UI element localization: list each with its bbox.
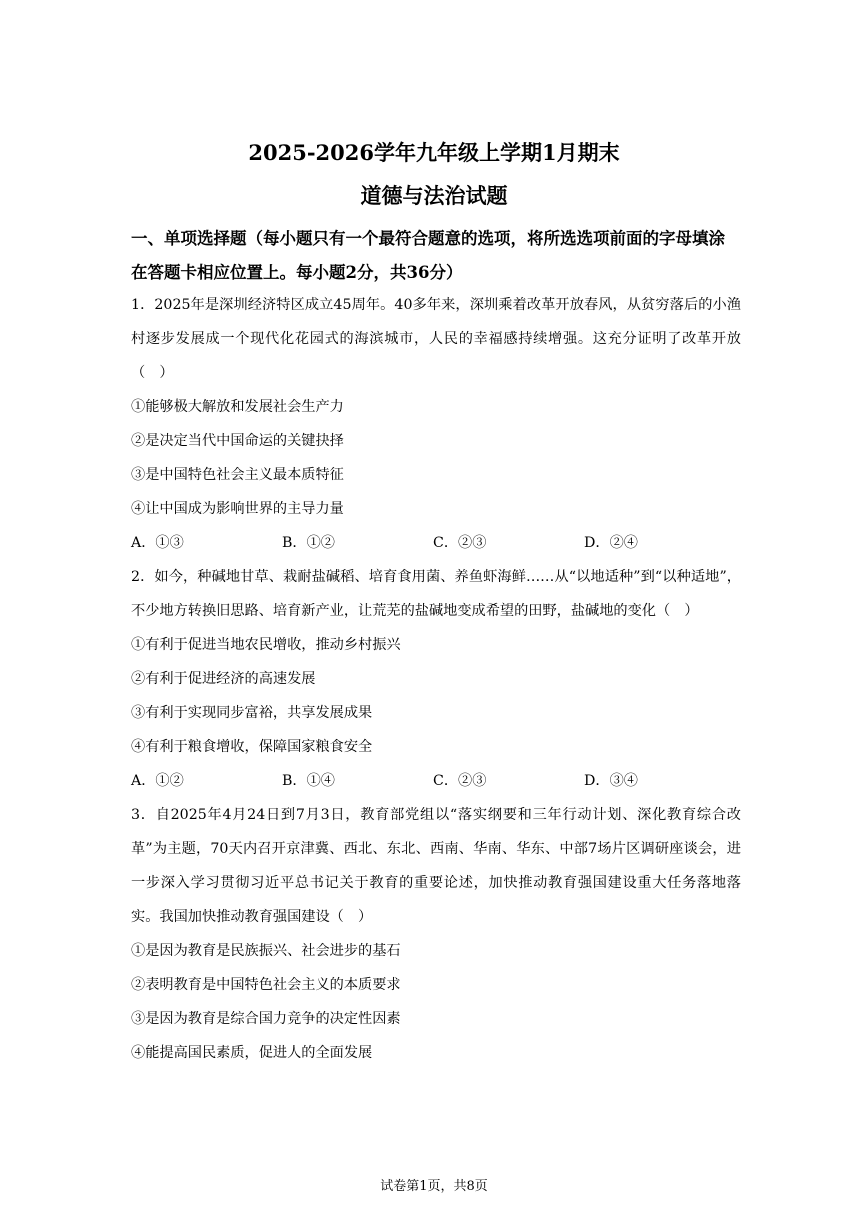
answer-choices bbox=[131, 526, 741, 560]
statement-option: ④有利于粮食增收，保障国家粮食安全 bbox=[131, 739, 373, 755]
choice-a: A．①② bbox=[131, 773, 184, 789]
statement-option: ④让中国成为影响世界的主导力量 bbox=[131, 501, 344, 517]
question-stem: 1．2025年是深圳经济特区成立45周年。40多年来，深圳乘着改革开放春风，从贫穷落后的小渔村逐步发展成一个现代化花园式的海滨城市，人民的幸福感持续增强。这充分证明了改革开放（ ） bbox=[131, 297, 741, 381]
statement-option: ③有利于实现同步富裕，共享发展成果 bbox=[131, 705, 373, 721]
statement-option: ③是中国特色社会主义最本质特征 bbox=[131, 467, 344, 483]
statement-option: ④能提高国民素质，促进人的全面发展 bbox=[131, 1045, 373, 1061]
statement-option: ②有利于促进经济的高速发展 bbox=[131, 671, 316, 687]
statement-option: ②是决定当代中国命运的关键抉择 bbox=[131, 433, 344, 449]
choice-b: B．①④ bbox=[282, 773, 335, 789]
section-heading: 一、单项选择题（每小题只有一个最符合题意的选项，将所选选项前面的字母填涂在答题卡相应位置上。每小题2分，共36分） bbox=[131, 229, 725, 282]
statement-option: ③是因为教育是综合国力竞争的决定性因素 bbox=[131, 1011, 401, 1027]
exam-subject-title: 道德与法治试题 bbox=[360, 183, 508, 208]
choice-b: B．①② bbox=[282, 535, 335, 551]
question-stem: 2．如今，种碱地甘草、栽耐盐碱稻、培育食用菌、养鱼虾海鲜……从“以地适种”到“以种适地”，不少地方转换旧思路、培育新产业，让荒芜的盐碱地变成希望的田野，盐碱地的变化（ ） bbox=[131, 569, 741, 619]
choice-d: D．③④ bbox=[584, 773, 638, 789]
question-2 bbox=[131, 560, 741, 798]
question-1 bbox=[131, 288, 741, 560]
page-footer: 试卷第1页，共8页 bbox=[380, 1179, 488, 1194]
question-stem: 3．自2025年4月24日到7月3日，教育部党组以“落实纲要和三年行动计划、深化教育综合改革”为主题，70天内召开京津冀、西北、东北、西南、华南、华东、中部7场片区调研座谈会，进一步深入学习贯彻习近平总书记关于教育的重要论述，加快推动教育强国建设重大任务落地落实。我国加快推动教育强国建设（ ） bbox=[131, 807, 741, 925]
statement-option: ①是因为教育是民族振兴、社会进步的基石 bbox=[131, 943, 401, 959]
choice-c: C．②③ bbox=[433, 773, 487, 789]
choice-d: D．②④ bbox=[584, 535, 638, 551]
statement-option: ②表明教育是中国特色社会主义的本质要求 bbox=[131, 977, 401, 993]
answer-choices bbox=[131, 764, 741, 798]
statement-option: ①能够极大解放和发展社会生产力 bbox=[131, 399, 344, 415]
statement-option: ①有利于促进当地农民增收，推动乡村振兴 bbox=[131, 637, 401, 653]
question-3 bbox=[131, 798, 741, 1070]
exam-title: 2025-2026学年九年级上学期1月期末 bbox=[248, 140, 620, 165]
questions-area bbox=[131, 288, 741, 1070]
choice-c: C．②③ bbox=[433, 535, 487, 551]
choice-a: A．①③ bbox=[131, 535, 184, 551]
